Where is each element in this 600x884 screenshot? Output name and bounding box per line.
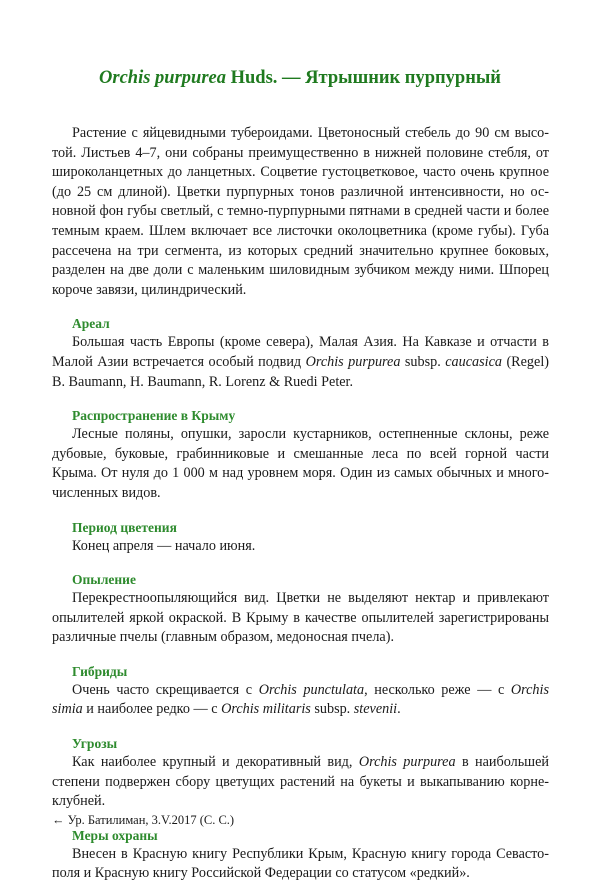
title-latin-name: Orchis purpurea (99, 68, 226, 88)
threats-paragraph: Как наиболее крупный и декоративный вид, Orchis purpurea в наибольшей степени подвержен сбору цветущих растений на букеты и выкапыванию корнеклубней. (52, 754, 549, 810)
article-body (52, 124, 549, 884)
hybrids-paragraph: Очень часто скрещивается с Orchis punctulata, несколько реже — с Orchis simia и наиболее редко — с Orchis militaris subsp. stevenii. (52, 681, 549, 718)
section-heading-protection: Меры охраны (72, 827, 158, 843)
section-heading-pollination: Опыление (72, 572, 136, 588)
crimea-paragraph: Лесные поляны, опушки, заросли кустарников, остепненные склоны, реже дубовые, буковые, грабинниковые и смешанные леса по всей горной части Крыма. От нуля до 1 000 м над уровнем моря. Один из самых обычных и многочисленных видов. (52, 426, 549, 501)
pollination-paragraph: Перекрестноопыляющийся вид. Цветки не выделяют нектар и привлекают опылителей яркой окраской. В Крыму в качестве опылителей зарегистрированы различные пчелы (главным образом, медоносная пчела). (52, 590, 549, 646)
protection-paragraph: Внесен в Красную книгу Республики Крым, Красную книгу города Севастополя и Красную книгу Российской Федерации со статусом «редкий». (52, 845, 549, 882)
page-title (0, 68, 600, 89)
title-russian-name: Ятрышник пурпурный (305, 68, 501, 88)
title-author: Huds. — (226, 68, 306, 88)
section-heading-threats: Угрозы (72, 736, 118, 752)
section-heading-crimea: Распространение в Крыму (72, 408, 236, 424)
photo-caption: ← Ур. Батилиман, 3.V.2017 (С. С.) (52, 813, 235, 827)
flowering-paragraph: Конец апреля — начало июня. (72, 537, 256, 554)
areal-paragraph: Большая часть Европы (кроме севера), Малая Азия. На Кавказе и отчасти в Малой Азии встречается особый подвид Orchis purpurea subsp. caucasica (Regel) B. Baumann, H. Baumann, R. Lorenz & Ruedi Peter. (52, 334, 549, 390)
section-heading-flowering: Период цветения (72, 519, 177, 535)
description-paragraph: Растение с яйцевидными тубероидами. Цветоносный стебель до 90 см высотой. Листьев 4–7, они собраны преимущественно в нижней половине стебля, от широколанцетных до ланцетных. Соцветие густоцветковое, часто очень крупное (до 25 см длиной). Цветки пурпурных тонов различной интенсивности, но основной фон губы светлый, с темно-пурпурными пятнами в средней части и более темным краем. Шлем включает все листочки околоцветника (кроме губы). Губа рассечена на три сегмента, из которых средний значительно крупнее боковых, разделен на две доли с маленьким шиловидным зубчиком между ними. Шпорец короче завязи, цилиндрический. (52, 125, 549, 298)
section-heading-areal: Ареал (72, 316, 110, 332)
section-heading-hybrids: Гибриды (72, 663, 128, 679)
